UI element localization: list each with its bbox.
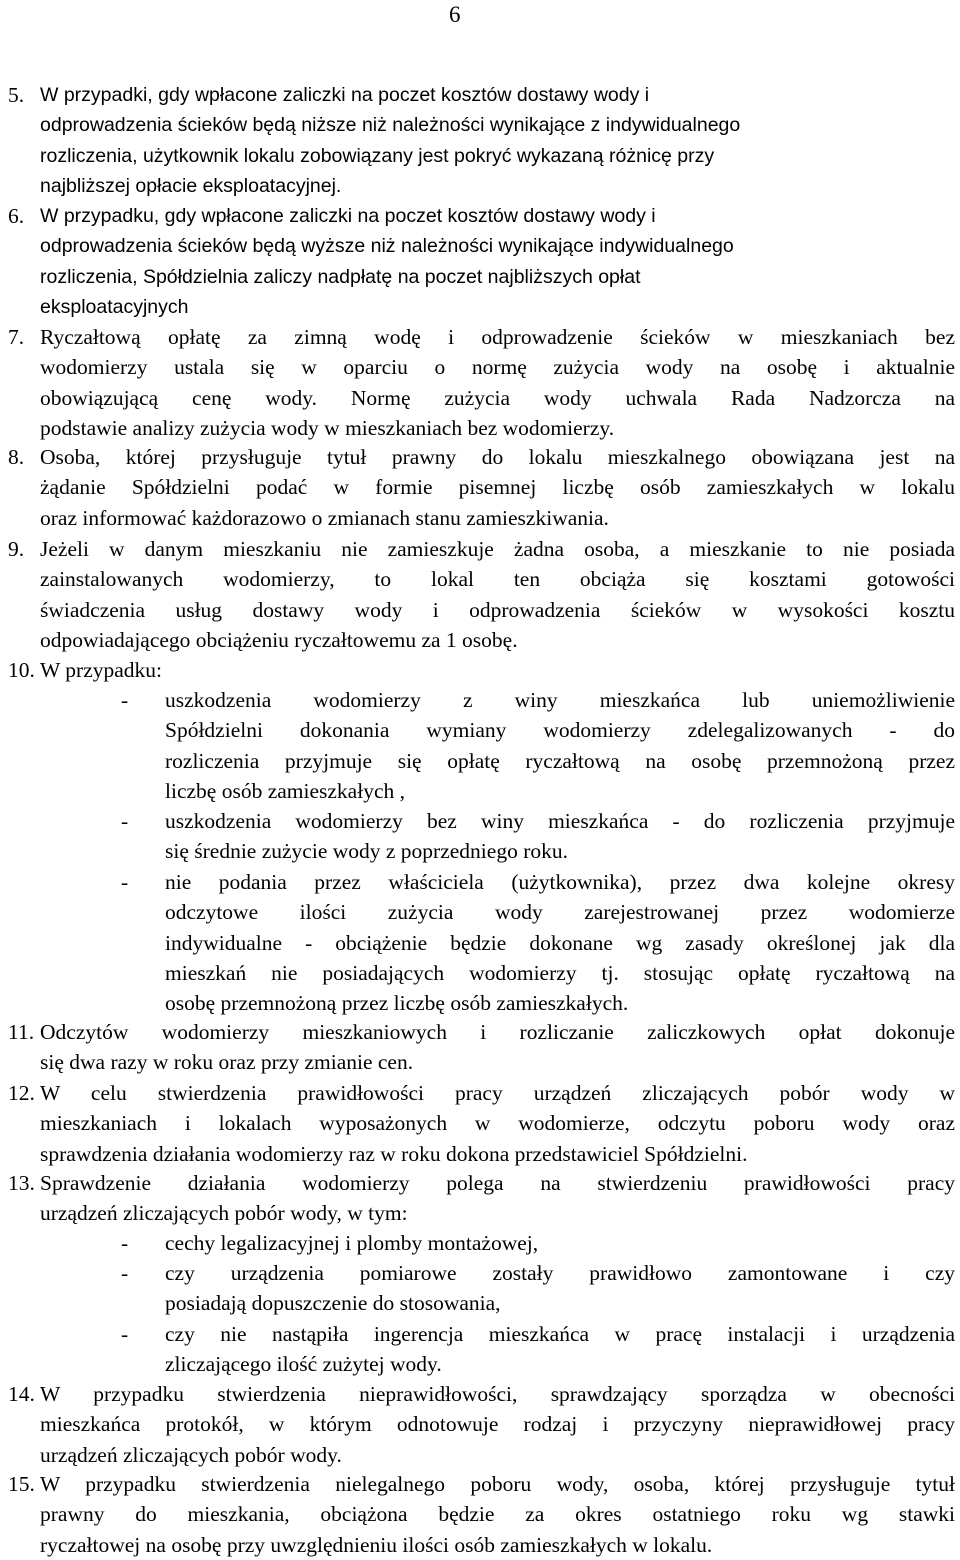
item-text-line: zainstalowanych wodomierzy, to lokal ten obciąża się kosztami gotowości — [40, 567, 955, 592]
item-text-line: W przypadku, gdy wpłacone zaliczki na poczet kosztów dostawy wody i — [40, 205, 656, 227]
sub-item-text-line: posiadają dopuszczenie do stosowania, — [165, 1291, 501, 1316]
item-number: 9. — [8, 537, 25, 561]
item-text-line: mieszkańca protokół, w którym odnotowuje rodzaj i przyczyny nieprawidłowej pracy — [40, 1412, 955, 1437]
item-text-line: się dwa razy w roku oraz przy zmianie cen. — [40, 1050, 414, 1075]
item-text-line: obowiązującą cenę wody. Normę zużycia wody uchwala Rada Nadzorcza na — [40, 385, 955, 410]
sub-item-text-line: mieszkań nie posiadających wodomierzy tj. stosując opłatę ryczałtową na — [165, 960, 955, 985]
item-text-line: sprawdzenia działania wodomierzy raz w roku dokona przedstawiciel Spółdzielni. — [40, 1141, 748, 1166]
item-number: 6. — [8, 204, 25, 228]
item-text-line: podstawie analizy zużycia wody w mieszkaniach bez wodomierzy. — [40, 415, 615, 440]
item-text-line: W przypadki, gdy wpłacone zaliczki na poczet kosztów dostawy wody i — [40, 84, 650, 106]
item-text-line: Jeżeli w danym mieszkaniu nie zamieszkuje żadna osoba, a mieszkanie to nie posiada — [40, 537, 955, 561]
item-number: 10. — [8, 658, 35, 682]
item-text-line: W przypadku stwierdzenia nieprawidłowości, sprawdzający sporządza w obecności — [40, 1382, 955, 1406]
bullet-dash: - — [121, 870, 129, 894]
item-text-line: odprowadzenia ścieków będą wyższe niż należności wynikające indywidualnego — [40, 235, 734, 258]
item-text-line: mieszkaniach i lokalach wyposażonych w wodomierze, odczytu poboru wody oraz — [40, 1111, 955, 1136]
item-text-line: urządzeń zliczających pobór wody. — [40, 1442, 342, 1467]
bullet-dash: - — [121, 1231, 129, 1255]
item-text-line: W przypadku stwierdzenia nielegalnego poboru wody, osoba, której przysługuje tytuł — [40, 1472, 955, 1496]
sub-item-text-line: cechy legalizacyjnej i plomby montażowej, — [165, 1231, 539, 1255]
item-text-line: Osoba, której przysługuje tytuł prawny do lokalu mieszkalnego obowiązana jest na — [40, 445, 955, 469]
item-number: 5. — [8, 83, 25, 107]
sub-item-text-line: czy urządzenia pomiarowe zostały prawidłowo zamontowane i czy — [165, 1261, 955, 1285]
sub-item-text-line: uszkodzenia wodomierzy z winy mieszkańca lub uniemożliwienie — [165, 688, 955, 712]
item-text-line: wodomierzy ustala się w oparciu o normę zużycia wody na osobę i aktualnie — [40, 355, 955, 380]
sub-item-text-line: uszkodzenia wodomierzy bez winy mieszkańca - do rozliczenia przyjmuje — [165, 809, 955, 833]
bullet-dash: - — [121, 1322, 129, 1346]
item-text-line: odprowadzenia ścieków będą niższe niż należności wynikające z indywidualnego — [40, 114, 741, 137]
item-number: 14. — [8, 1382, 35, 1406]
item-text-line: W przypadku: — [40, 658, 162, 682]
item-number: 15. — [8, 1472, 35, 1496]
bullet-dash: - — [121, 688, 129, 712]
item-number: 8. — [8, 445, 25, 469]
sub-item-text-line: rozliczenia przyjmuje się opłatę ryczałtową na osobę przemnożoną przez — [165, 748, 955, 773]
item-text-line: rozliczenia, użytkownik lokalu zobowiązany jest pokryć wykazaną różnicę przy — [40, 144, 715, 167]
item-text-line: prawny do mieszkania, obciążona będzie za okres ostatniego roku wg stawki — [40, 1502, 955, 1527]
item-number: 11. — [8, 1020, 35, 1044]
item-text-line: Sprawdzenie działania wodomierzy polega na stwierdzeniu prawidłowości pracy — [40, 1171, 955, 1195]
sub-item-text-line: osobę przemnożoną przez liczbę osób zamieszkałych. — [165, 991, 629, 1016]
item-number: 12. — [8, 1081, 35, 1105]
sub-item-text-line: zliczającego ilość zużytej wody. — [165, 1352, 442, 1377]
sub-item-text-line: odczytowe ilości zużycia wody zarejestrowanej przez wodomierze — [165, 900, 955, 925]
item-text-line: świadczenia usług dostawy wody i odprowadzenia ścieków w wysokości kosztu — [40, 597, 955, 622]
item-text-line: najbliższej opłacie eksploatacyjnej. — [40, 174, 342, 197]
sub-item-text-line: się średnie zużycie wody z poprzedniego roku. — [165, 839, 568, 864]
sub-item-text-line: liczbę osób zamieszkałych , — [165, 778, 405, 803]
item-text-line: żądanie Spółdzielni podać w formie pisemnej liczbę osób zamieszkałych w lokalu — [40, 475, 955, 500]
sub-item-text-line: nie podania przez właściciela (użytkownika), przez dwa kolejne okresy — [165, 870, 955, 894]
item-text-line: W celu stwierdzenia prawidłowości pracy urządzeń zliczających pobór wody w — [40, 1081, 955, 1105]
item-text-line: urządzeń zliczających pobór wody, w tym: — [40, 1201, 408, 1226]
item-text-line: eksploatacyjnych — [40, 295, 189, 318]
item-number: 13. — [8, 1171, 35, 1195]
item-text-line: oraz informować każdorazowo o zmianach stanu zamieszkiwania. — [40, 505, 609, 530]
sub-item-text-line: indywidualne - obciążenie będzie dokonane wg zasady określonej jak dla — [165, 930, 955, 955]
item-text-line: ryczałtowej na osobę przy uwzględnieniu ilości osób zamieszkałych w lokalu. — [40, 1532, 713, 1557]
bullet-dash: - — [121, 809, 129, 833]
item-text-line: rozliczenia, Spółdzielnia zaliczy nadpłatę na poczet najbliższych opłat — [40, 265, 641, 288]
item-text-line: odpowiadającego obciążeniu ryczałtowemu za 1 osobę. — [40, 627, 518, 652]
item-text-line: Ryczałtową opłatę za zimną wodę i odprowadzenie ścieków w mieszkaniach bez — [40, 325, 955, 349]
sub-item-text-line: Spółdzielni dokonania wymiany wodomierzy zdelegalizowanych - do — [165, 718, 955, 743]
item-number: 7. — [8, 325, 25, 349]
page-number: 6 — [449, 2, 461, 27]
item-text-line: Odczytów wodomierzy mieszkaniowych i rozliczanie zaliczkowych opłat dokonuje — [40, 1020, 955, 1044]
bullet-dash: - — [121, 1261, 129, 1285]
sub-item-text-line: czy nie nastąpiła ingerencja mieszkańca w pracę instalacji i urządzenia — [165, 1322, 955, 1346]
